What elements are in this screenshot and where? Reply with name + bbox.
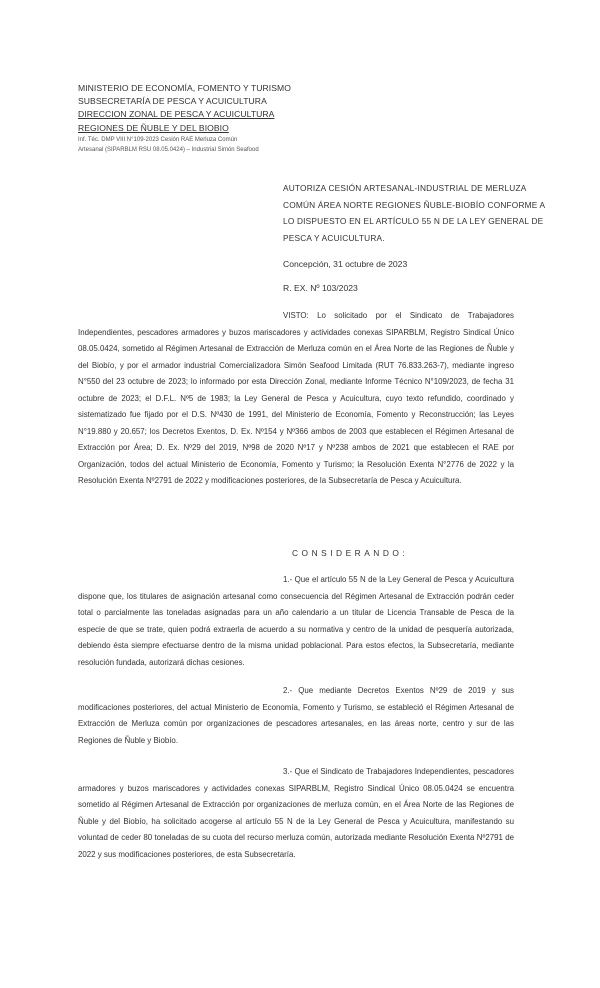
letterhead bbox=[78, 82, 338, 155]
resolution-number: R. EX. Nº 103/2023 bbox=[283, 283, 358, 293]
subsecretariat-line: SUBSECRETARÍA DE PESCA Y ACUICULTURA bbox=[78, 96, 267, 107]
visto-paragraph: VISTO: Lo solicitado por el Sindicato de Trabajadores Independientes, pescadores armadores y buzos mariscadores y actividades conexas SIPARBLM, Registro Sindical Único 08.05.0424, sometido al Régimen Artesanal de Extracción de Merluza común en el Área Norte de las Regiones de Ñuble y del Biobío, y por el armador industrial Comercializadora Simón Seafood Limitada (RUT 76.833.263-7), mediante ingreso N°550 del 23 octubre de 2023; lo informado por esta Dirección Zonal, mediante Informe Técnico N°109/2023, de fecha 31 octubre de 2023; el D.F.L. Nº5 de 1983; la Ley General de Pesca y Acuicultura, cuyo texto refundido, coordinado y sistematizado fue fijado por el D.S. Nº430 de 1991, del Ministerio de Economía, Fomento y Reconstrucción; las Leyes N°19.880 y 20.657; los Decretos Exentos, D. Ex. Nº154 y Nº366 ambos de 2003 que establecen el Régimen Artesanal de Extracción por Área; D. Ex. Nº29 del 2019, Nº98 de 2020 Nº17 y Nº238 ambos de 2021 que establecen el RAE por Organización, todos del actual Ministerio de Economía, Fomento y Turismo; la Resolución Exenta N°2776 de 2022 y la Resolución Exenta Nº2791 de 2022 y modificaciones posteriores, de la Subsecretaría de Pesca y Acuicultura. bbox=[78, 311, 514, 485]
resolution-subject: AUTORIZA CESIÓN ARTESANAL-INDUSTRIAL DE MERLUZA COMÚN ÁREA NORTE REGIONES ÑUBLE-BIOBÍO CONFORME A LO DISPUESTO EN EL ARTÍCULO 55 N DE LA LEY GENERAL DE PESCA Y ACUICULTURA. bbox=[283, 183, 545, 243]
reference-line-1: Inf. Téc. DMP VIII N°109-2023 Cesión RAE Merluza Común bbox=[78, 136, 238, 143]
zonal-direction-line: DIRECCION ZONAL DE PESCA Y ACUICULTURA bbox=[78, 109, 275, 120]
ministry-line: MINISTERIO DE ECONOMÍA, FOMENTO Y TURISMO bbox=[78, 83, 291, 93]
regions-line: REGIONES DE ÑUBLE Y DEL BIOBIO bbox=[78, 122, 229, 133]
considerando-heading: CONSIDERANDO: bbox=[292, 548, 409, 558]
date-line: Concepción, 31 octubre de 2023 bbox=[283, 259, 408, 269]
reference-line-2: Artesanal (SIPARBLM RSU 08.05.0424) – Industrial Simón Seafood bbox=[78, 146, 259, 153]
considerando-paragraph-3: 3.- Que el Sindicato de Trabajadores Independientes, pescadores armadores y buzos mariscadores y actividades conexas SIPARBLM, Registro Sindical Único 08.05.0424 se encuentra sometido al Régimen Artesanal de Extracción por organizaciones de merluza común, en el Área Norte de las Regiones de Ñuble y del Biobío, ha solicitado acogerse al artículo 55 N de la Ley General de Pesca y Acuicultura, manifestando su voluntad de ceder 80 toneladas de su cuota del recurso merluza común, autorizada mediante Resolución Exenta Nº2791 de 2022 y sus modificaciones posteriores, de esta Subsecretaría. bbox=[78, 767, 514, 859]
considerando-paragraph-1: 1.- Que el artículo 55 N de la Ley General de Pesca y Acuicultura dispone que, los titulares de asignación artesanal como consecuencia del Régimen Artesanal de Extracción podrán ceder total o parcialmente las toneladas asignadas para un año calendario a un titular de Licencia Transable de Pesca de la especie de que se trate, quien podrá extraerla de acuerdo a su normativa y centro de la unidad de pesquería autorizada, debiendo ésta siempre efectuarse dentro de la misma unidad poblacional. Para estos efectos, la Subsecretaría, mediante resolución fundada, autorizará dichas cesiones. bbox=[78, 575, 514, 667]
considerando-paragraph-2: 2.- Que mediante Decretos Exentos Nº29 de 2019 y sus modificaciones posteriores, del actual Ministerio de Economía, Fomento y Turismo, se estableció el Régimen Artesanal de Extracción de Merluza común por organizaciones de pescadores artesanales, en las áreas norte, centro y sur de las Regiones de Ñuble y Biobío. bbox=[78, 686, 514, 745]
